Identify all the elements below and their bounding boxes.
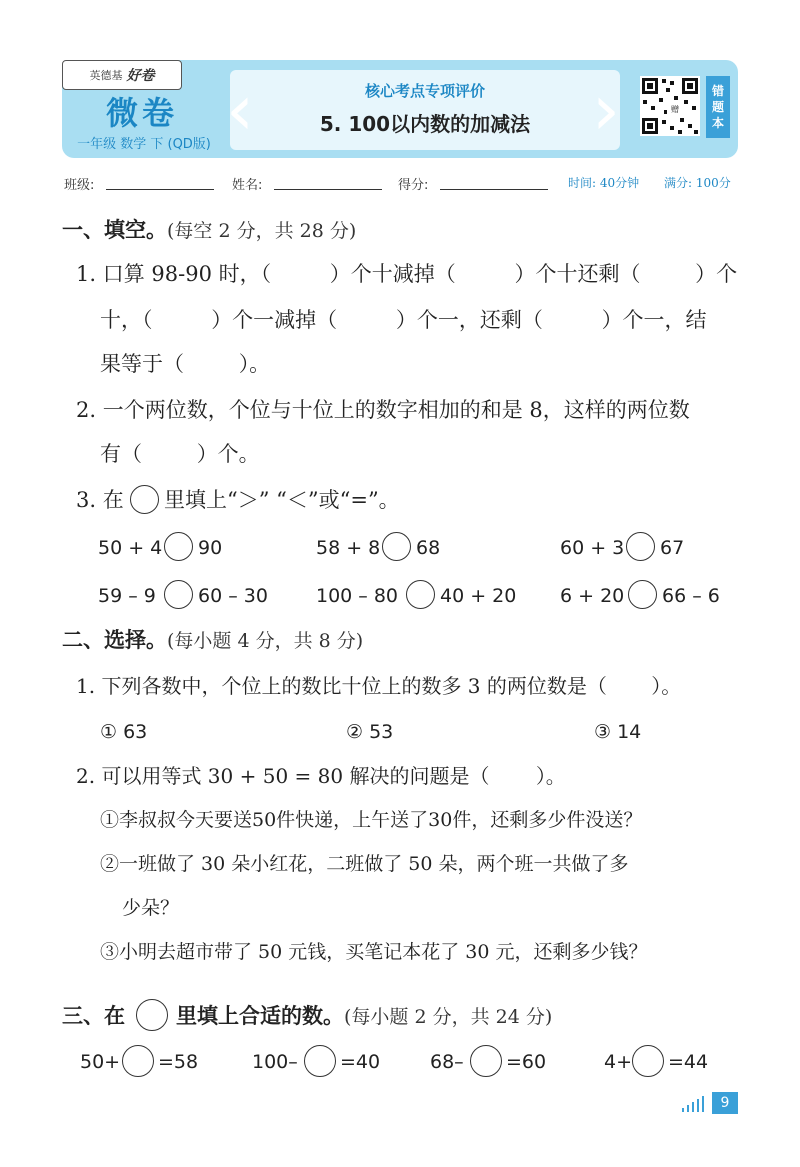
page-title: 5. 100以内数的加减法 — [319, 112, 531, 136]
s2-q1-stem — [76, 672, 681, 700]
section-3-heading — [176, 1002, 552, 1031]
compare-right: 67 — [660, 537, 685, 559]
section-3-title-b: 里填上合适的数。 — [176, 1004, 344, 1028]
s2-q2-text: ）。 — [535, 764, 566, 788]
grade-label: 一年级 数学 下 (QD版) — [77, 137, 211, 152]
s2-q2-text: 2. 可以用等式 30 + 50 = 80 解决的问题是（ — [76, 764, 490, 788]
fill-left: 50+ — [80, 1051, 121, 1073]
fill-right: =60 — [506, 1051, 547, 1073]
compare-right: 90 — [198, 537, 223, 559]
q1-text: ）。 — [238, 352, 271, 376]
answer-circle[interactable] — [626, 532, 655, 561]
wrong-book-tag[interactable] — [706, 76, 730, 138]
score-label: 得分: — [398, 178, 429, 193]
q1-text: ）个一减掉（ — [211, 308, 338, 332]
section-3-note: (每小题 2 分，共 24 分) — [344, 1006, 553, 1028]
answer-circle[interactable] — [164, 532, 193, 561]
fill-right: =58 — [158, 1051, 199, 1073]
brand-title: 微卷 — [105, 94, 178, 132]
section-2-heading — [62, 626, 363, 655]
q1-line-3 — [100, 350, 270, 378]
option[interactable]: ① 63 — [100, 721, 148, 743]
option[interactable]: ②一班做了 30 朵小红花，二班做了 50 朵，两个班一共做了多 — [100, 853, 629, 875]
fill-right: =44 — [668, 1051, 709, 1073]
option[interactable]: ③ 14 — [594, 721, 642, 743]
s2-q1-text: 1. 下列各数中，个位上的数比十位上的数多 3 的两位数是（ — [76, 674, 607, 698]
compare-left: 59 – 9 — [98, 585, 156, 607]
compare-right: 40 + 20 — [440, 585, 517, 607]
section-2-note: (每小题 4 分，共 8 分) — [167, 630, 364, 652]
name-field[interactable] — [274, 189, 382, 190]
compare-left: 58 + 8 — [316, 537, 381, 559]
logo-brand: 英德基 — [89, 69, 123, 82]
answer-circle[interactable] — [122, 1045, 154, 1077]
compare-left: 100 – 80 — [316, 585, 399, 607]
answer-circle[interactable] — [164, 580, 193, 609]
q3-stem-a: 3. 在 — [76, 488, 124, 512]
wrong-book-char: 本 — [711, 116, 724, 130]
section-1-title: 一、填空。 — [62, 218, 167, 242]
q1-text: ）个 — [695, 262, 738, 286]
fill-left: 100– — [252, 1051, 298, 1073]
option[interactable]: ①李叔叔今天要送50件快递，上午送了30件，还剩多少件没送？ — [100, 809, 643, 831]
answer-circle[interactable] — [382, 532, 411, 561]
fill-right: =40 — [340, 1051, 381, 1073]
compare-right: 68 — [416, 537, 441, 559]
compare-left: 50 + 4 — [98, 537, 163, 559]
page-number: 9 — [712, 1092, 738, 1114]
chevron-left-icon: ‹ — [226, 69, 254, 151]
section-3-title-a: 三、在 — [62, 1004, 125, 1028]
option[interactable]: ② 53 — [346, 721, 394, 743]
q1-text: ）个一，结 — [601, 308, 707, 332]
class-field[interactable] — [106, 189, 214, 190]
answer-circle[interactable] — [628, 580, 657, 609]
full-marks: 满分: 100分 — [664, 176, 731, 190]
section-1-heading — [62, 216, 356, 245]
decor-bar — [692, 1102, 694, 1112]
compare-right: 60 – 30 — [198, 585, 268, 607]
qr-badge: 赠 — [667, 103, 683, 116]
section-1-note: (每空 2 分，共 28 分) — [167, 220, 357, 242]
s2-q1-text: ）。 — [651, 674, 682, 698]
wrong-book-char: 题 — [711, 100, 724, 114]
decor-bar — [702, 1096, 704, 1112]
wrong-book-char: 错 — [711, 84, 724, 98]
compare-left: 6 + 20 — [560, 585, 625, 607]
answer-circle — [136, 999, 168, 1031]
q1-text: 果等于（ — [100, 352, 184, 376]
option-continued: 少朵？ — [122, 897, 180, 919]
class-label: 班级: — [64, 178, 95, 193]
q2-line-1: 2. 一个两位数，个位与十位上的数字相加的和是 8，这样的两位数 — [76, 398, 690, 422]
q1-text: ）个十还剩（ — [514, 262, 641, 286]
decor-bar — [682, 1108, 684, 1112]
compare-left: 60 + 3 — [560, 537, 625, 559]
decor-bar — [687, 1105, 689, 1112]
decor-bar — [697, 1099, 699, 1112]
answer-circle[interactable] — [632, 1045, 664, 1077]
fill-left: 4+ — [604, 1051, 633, 1073]
logo-hao: 好卷 — [126, 68, 155, 84]
s2-q2-stem — [76, 762, 566, 790]
q2-text: 有（ — [100, 442, 142, 466]
name-label: 姓名: — [232, 178, 263, 193]
q1-line-2 — [100, 306, 707, 334]
q3-stem-b: 里填上“＞” “＜”或“=”。 — [164, 488, 400, 512]
chevron-right-icon: › — [592, 69, 620, 151]
fill-left: 68– — [430, 1051, 464, 1073]
score-field[interactable] — [440, 189, 548, 190]
q1-text: ）个十减掉（ — [329, 262, 456, 286]
q1-text: 十，（ — [100, 308, 153, 332]
answer-circle[interactable] — [304, 1045, 336, 1077]
answer-circle[interactable] — [130, 485, 159, 514]
answer-circle[interactable] — [470, 1045, 502, 1077]
q1-text: ）个一，还剩（ — [395, 308, 543, 332]
q1-text: 1. 口算 98-90 时，（ — [76, 262, 272, 286]
compare-right: 66 – 6 — [662, 585, 720, 607]
time-limit: 时间: 40分钟 — [568, 176, 640, 190]
option[interactable]: ③小明去超市带了 50 元钱，买笔记本花了 30 元，还剩多少钱？ — [100, 941, 648, 963]
section-2-title: 二、选择。 — [62, 628, 167, 652]
answer-circle[interactable] — [406, 580, 435, 609]
q2-line-2 — [100, 440, 260, 468]
page-subtitle: 核心考点专项评价 — [364, 82, 485, 100]
q1-line-1 — [76, 260, 737, 288]
publisher-logo — [62, 60, 182, 90]
q2-text: ）个。 — [196, 442, 260, 466]
